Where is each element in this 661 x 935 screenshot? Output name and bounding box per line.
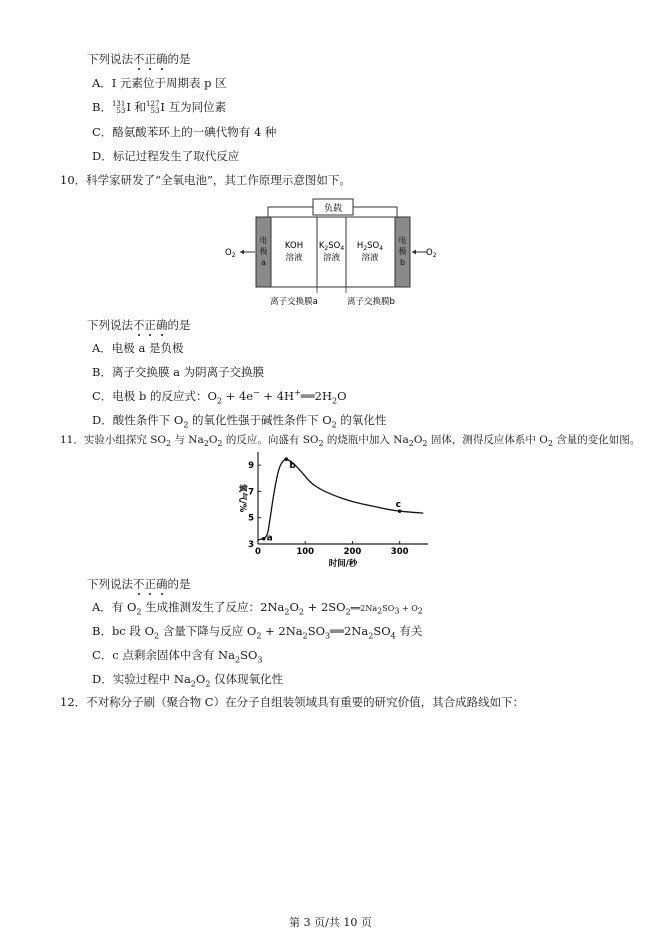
q9-option-a: A．I 元素位于周期表 p 区 [92,76,227,90]
koh-solution-label: 溶液 [285,253,303,263]
q10-option-d: D．酸性条件下 $O_2$ 的氧化性强于碱性条件下 $O_2$ 的氧化性 [92,413,387,430]
oxygen-content-chart [228,446,440,574]
electrode-b-char-2: 极 [398,247,407,256]
isotope-127: 127 53 [146,100,160,115]
isotope-131: 131 53 [111,100,126,115]
q12-stem: 12．不对称分子刷（聚合物 C）在分子自组装领域具有重要的研究价值，其合成路线如下： [60,695,525,709]
point-b [285,457,289,461]
point-a [262,537,266,541]
battery-diagram [222,193,442,311]
y-tick-label: 9 [248,461,254,472]
x-tick-label: 200 [343,547,362,557]
k2so4-label: $K_2SO_4$ [318,241,345,252]
h2so4-label: $H_2SO_4$ [356,241,384,252]
electrode-a-char-1: 电 [259,236,268,245]
electrode-a-char-3: a [261,258,266,267]
q11-prompt: 下列说法不正确的是 [87,577,191,591]
cell-outline [256,217,410,287]
x-axis-label: 时间/秒 [328,559,358,569]
x-tick-label: 300 [390,547,409,557]
emphasis-correct-1: 正 [144,318,156,332]
q10-option-b: B．离子交换膜 a 为阴离子交换膜 [92,365,265,379]
q10-option-c: C．电极 b 的反应式：$O_2 + 4e^-$ + $4H^+══2H_2O$ [92,388,347,406]
q9-option-d: D．标记过程发生了取代反应 [92,149,240,163]
page-footer: 第 3 页/共 10 页 [289,916,372,929]
q11-stem: 11．实验小组探究 $SO_2$ 与 $Na_2O_2$ 的反应。向盛有 $SO_2$ 的烧瓶中加入 $Na_2O_2$ 固体，测得反应体系中 $O_2$ 含量的变化如图。 [60,434,641,449]
point-label-b: b [289,461,296,472]
membrane-a-label: 离子交换膜a [270,297,318,307]
koh-label: KOH [284,241,304,251]
emphasis-not: 不 [133,577,145,591]
point-label-a: a [266,533,273,544]
q9-option-b: B． 131 53 I 和 127 53 I 互为同位素 [92,100,227,115]
o2-right-arrowhead [412,250,416,255]
k2so4-solution-label: 溶液 [322,253,341,263]
emphasis-correct-1: 正 [144,52,156,66]
q11-option-a: A．有 $O_2$ 生成推测发生了反应：$2Na_2O_2$ + $2SO_2══2Na_2SO_3 + O_2$ [92,600,423,617]
emphasis-correct-1: 正 [144,577,156,591]
emphasis-not: 不 [133,318,145,332]
y-axis-label: 氧气/% [237,483,247,513]
q11-option-b: B．bc 段 $O_2$ 含量下降与反应 $O_2$ + $2Na_2SO_3══2Na_2SO_4$ 有关 [92,624,423,641]
o2-left-arrowhead [240,250,244,255]
emphasis-correct-2: 确 [156,577,168,591]
q9-option-c: C．酪氨酸苯环上的一碘代物有 4 种 [92,125,277,139]
q9-prompt: 下列说法不正确的是 [87,52,191,66]
electrode-a-char-2: 极 [259,247,268,256]
q11-option-c: C．c 点剩余固体中含有 $Na_2SO_3$ [92,648,263,665]
q10-stem: 10．科学家研发了“全氧电池”，其工作原理示意图如下。 [60,173,351,187]
h2so4-solution-label: 溶液 [361,253,379,263]
y-tick-label: 7 [248,487,254,498]
y-tick-label: 5 [248,513,254,524]
x-tick-label: 0 [255,547,261,557]
point-label-c: c [395,500,402,511]
load-label: 负载 [323,204,343,214]
emphasis-not: 不 [133,52,145,66]
x-tick-label: 100 [296,547,315,557]
y-tick-label: 3 [248,540,254,550]
q10-option-a: A．电极 a 是负极 [92,341,184,355]
emphasis-correct-2: 确 [156,52,168,66]
membrane-b-label: 离子交换膜b [347,297,395,307]
q11-option-d: D．实验过程中 $Na_2O_2$ 仅体现氧化性 [92,672,284,689]
q10-prompt: 下列说法不正确的是 [87,318,191,332]
o2-right-label: $O_2$ [426,248,437,259]
emphasis-correct-2: 确 [156,318,168,332]
electrode-b-char-1: 电 [398,236,407,245]
electrode-b-char-3: b [399,258,406,267]
o2-left-label: $O_2$ [225,248,236,259]
